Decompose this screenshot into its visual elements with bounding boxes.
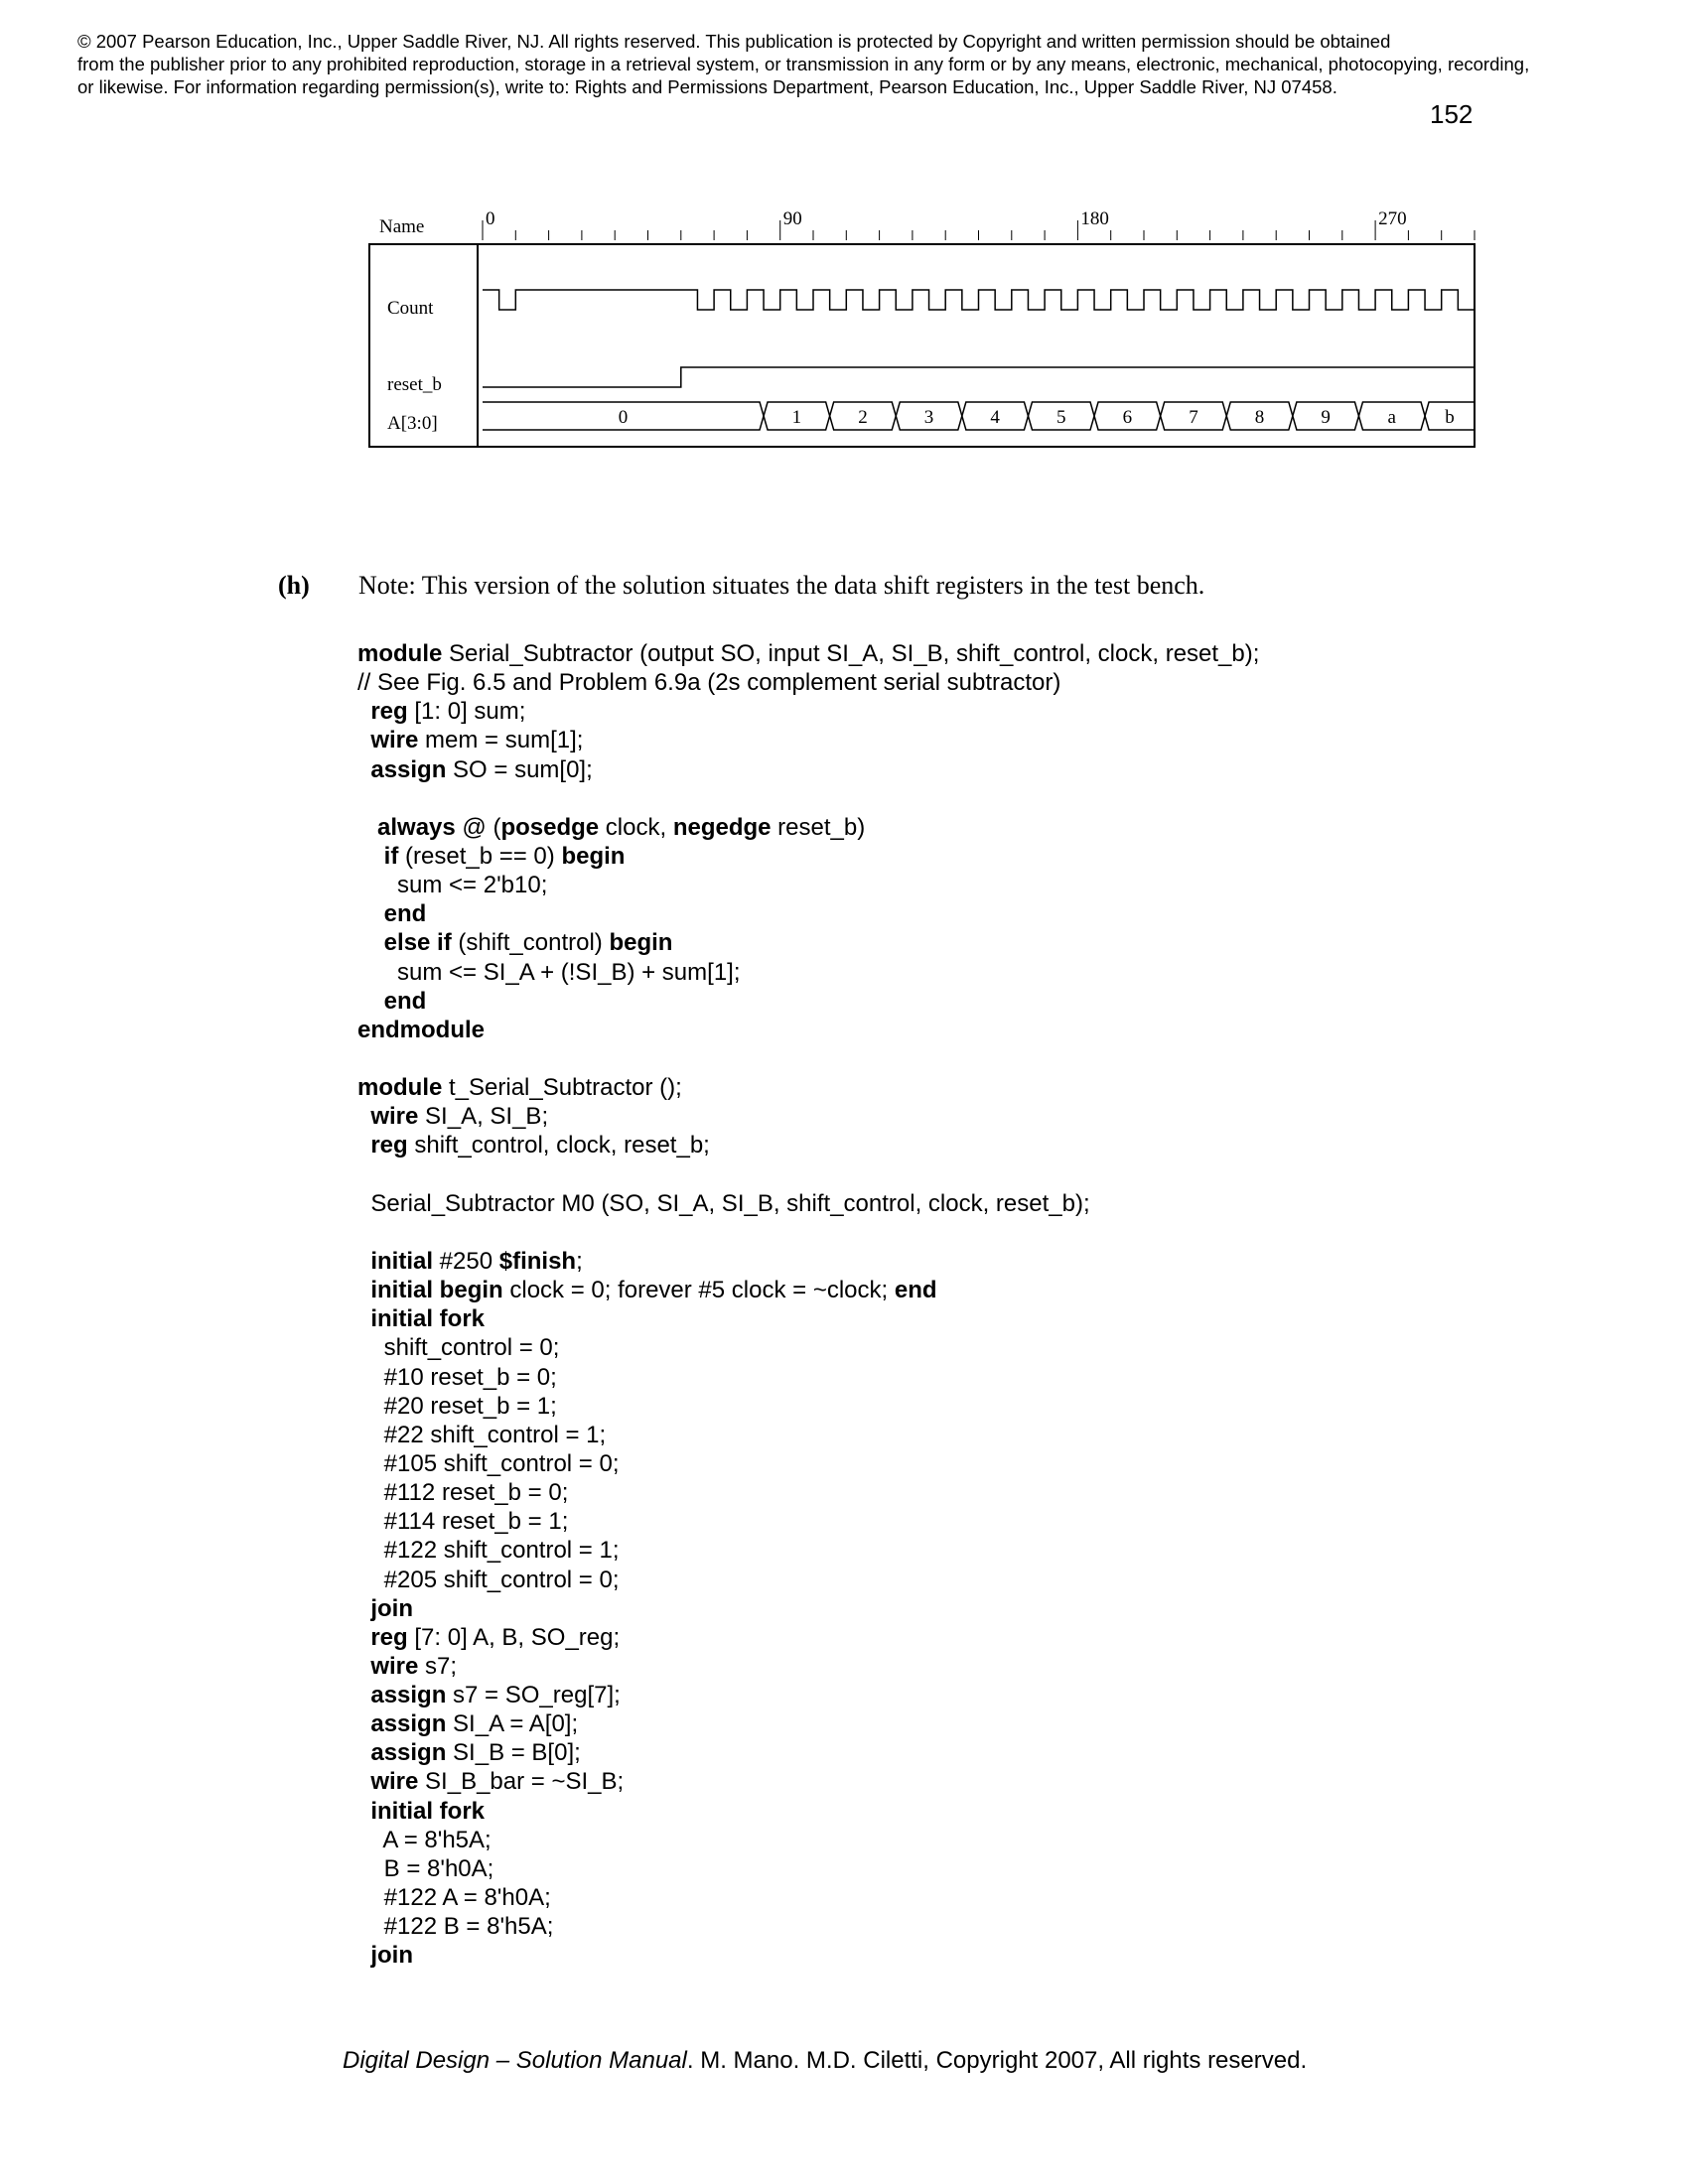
- code-text: [357, 988, 384, 1015]
- code-keyword: posedge: [500, 813, 600, 841]
- code-keyword: join: [370, 1594, 413, 1622]
- code-keyword: assign: [370, 1739, 447, 1767]
- code-line: [357, 1623, 1259, 1652]
- name-column-header: Name: [379, 216, 425, 237]
- code-text: SI_B = B[0];: [446, 1739, 581, 1767]
- code-line: [357, 1131, 1259, 1160]
- code-keyword: reg: [370, 1623, 408, 1651]
- code-line: [357, 1883, 1259, 1912]
- signal-name: A[3:0]: [387, 413, 438, 434]
- bus-value: a: [1387, 407, 1396, 428]
- bus-value: 7: [1189, 407, 1198, 428]
- bus-value: 9: [1321, 407, 1331, 428]
- code-keyword: assign: [370, 1682, 447, 1709]
- code-text: [357, 1305, 370, 1332]
- code-text: [357, 814, 377, 841]
- code-text: [357, 1710, 370, 1737]
- bus-value: 6: [1122, 407, 1133, 428]
- code-line: [357, 1797, 1259, 1826]
- code-line: [357, 987, 1259, 1016]
- bus-value: 1: [791, 407, 802, 428]
- code-keyword: initial: [370, 1247, 434, 1275]
- code-line: [357, 1709, 1259, 1738]
- code-keyword: initial fork: [370, 1305, 486, 1333]
- code-text: #114 reset_b = 1;: [357, 1508, 569, 1536]
- bus-value: 3: [923, 407, 934, 428]
- code-text: SI_B_bar = ~SI_B;: [418, 1768, 625, 1796]
- code-line: [357, 928, 1259, 957]
- code-text: shift_control = 0;: [357, 1334, 560, 1362]
- code-text: [357, 727, 370, 753]
- code-text: [357, 1277, 370, 1303]
- reset-waveform: [483, 367, 1475, 387]
- bus-value: 5: [1056, 407, 1066, 428]
- code-text: #122 shift_control = 1;: [357, 1537, 620, 1565]
- code-text: [357, 698, 370, 725]
- code-keyword: wire: [370, 1768, 419, 1796]
- code-line: [357, 1304, 1259, 1333]
- code-line: [357, 1478, 1259, 1507]
- code-text: #205 shift_control = 0;: [357, 1566, 620, 1593]
- code-line: [357, 697, 1259, 726]
- waveform-frame: [369, 244, 1475, 447]
- code-line: [357, 1738, 1259, 1767]
- code-line: [357, 1767, 1259, 1796]
- code-text: SI_A = A[0];: [446, 1710, 579, 1738]
- code-keyword: initial begin: [370, 1277, 503, 1304]
- signal-name: reset_b: [387, 374, 442, 395]
- code-keyword: reg: [370, 1132, 408, 1160]
- bus-value: 2: [858, 407, 868, 428]
- code-keyword: end: [383, 987, 427, 1015]
- code-text: [357, 1595, 370, 1622]
- code-line: [357, 1912, 1259, 1941]
- copyright-notice: [77, 30, 1626, 98]
- code-keyword: wire: [370, 1652, 419, 1680]
- code-line: [357, 1854, 1259, 1883]
- clock-waveform: [483, 290, 1475, 310]
- code-keyword: wire: [370, 727, 419, 754]
- code-line: [357, 1681, 1259, 1709]
- copyright-line: or likewise. For information regarding permission(s), write to: Rights and Permissions Department, Pearson Education, Inc., Upper Saddle River, NJ 07458.: [77, 76, 1337, 97]
- code-text: #22 shift_control = 1;: [357, 1421, 607, 1448]
- time-label: 90: [782, 208, 802, 229]
- code-line: [357, 1160, 1259, 1189]
- page-footer: [343, 2047, 1307, 2075]
- code-line: [357, 1102, 1259, 1131]
- code-text: sum <= 2'b10;: [357, 872, 548, 899]
- code-line: [357, 1941, 1259, 1970]
- bus-value: 4: [990, 407, 1000, 428]
- code-text: [357, 1132, 370, 1159]
- code-line: [357, 842, 1259, 871]
- code-keyword: wire: [370, 1103, 419, 1131]
- code-line: [357, 1652, 1259, 1681]
- time-label: 270: [1378, 208, 1407, 229]
- code-text: reset_b): [771, 813, 866, 841]
- time-label: 0: [486, 208, 495, 229]
- code-text: [357, 1103, 370, 1130]
- section-label: (h): [278, 571, 310, 600]
- code-keyword: module: [357, 640, 443, 667]
- code-keyword: else if: [383, 929, 452, 957]
- code-line: [357, 1594, 1259, 1623]
- code-line: [357, 1044, 1259, 1073]
- code-keyword: assign: [370, 755, 447, 783]
- code-text: [357, 1624, 370, 1651]
- code-keyword: begin: [561, 842, 626, 870]
- code-line: [357, 755, 1259, 784]
- bus-value: 0: [618, 407, 629, 428]
- code-line: [357, 639, 1259, 668]
- code-text: t_Serial_Subtractor ();: [442, 1074, 682, 1102]
- code-line: [357, 1536, 1259, 1565]
- code-text: SO = sum[0];: [446, 755, 593, 783]
- code-text: sum <= SI_A + (!SI_B) + sum[1];: [357, 958, 741, 986]
- code-line: [357, 899, 1259, 928]
- code-keyword: negedge: [672, 813, 772, 841]
- code-line: [357, 1363, 1259, 1392]
- code-keyword: initial fork: [370, 1797, 486, 1825]
- code-text: #122 A = 8'h0A;: [357, 1884, 551, 1912]
- code-line: [357, 1566, 1259, 1594]
- code-text: (shift_control): [451, 929, 610, 957]
- code-line: [357, 668, 1259, 697]
- footer-text: . M. Mano. M.D. Ciletti, Copyright 2007, All rights reserved.: [686, 2047, 1308, 2074]
- code-keyword: reg: [370, 698, 408, 726]
- code-keyword: endmodule: [357, 1016, 486, 1043]
- code-text: #122 B = 8'h5A;: [357, 1913, 554, 1941]
- code-keyword: always: [377, 813, 456, 841]
- code-keyword: $finish: [498, 1247, 577, 1275]
- code-text: // See Fig. 6.5 and Problem 6.9a (2s complement serial subtractor): [357, 669, 1061, 697]
- code-line: [357, 871, 1259, 899]
- code-line: [357, 1218, 1259, 1247]
- code-text: clock,: [599, 813, 673, 841]
- code-text: shift_control, clock, reset_b;: [407, 1132, 710, 1160]
- code-text: [357, 1248, 370, 1275]
- code-line: [357, 1189, 1259, 1218]
- code-text: Serial_Subtractor M0 (SO, SI_A, SI_B, shift_control, clock, reset_b);: [357, 1189, 1090, 1217]
- code-line: [357, 784, 1259, 813]
- code-text: [357, 756, 370, 783]
- code-text: [357, 1739, 370, 1766]
- code-line: [357, 1247, 1259, 1276]
- code-keyword: assign: [370, 1710, 447, 1738]
- code-text: Serial_Subtractor (output SO, input SI_A, SI_B, shift_control, clock, reset_b);: [442, 640, 1260, 667]
- code-text: clock = 0; forever #5 clock = ~clock;: [502, 1277, 895, 1304]
- code-text: [357, 1768, 370, 1795]
- code-text: #10 reset_b = 0;: [357, 1363, 557, 1391]
- code-line: [357, 1421, 1259, 1449]
- code-text: [357, 1798, 370, 1825]
- code-text: (reset_b == 0): [398, 842, 562, 870]
- code-text: s7 = SO_reg[7];: [446, 1682, 621, 1709]
- code-line: [357, 1016, 1259, 1044]
- code-line: [357, 726, 1259, 754]
- code-text: [357, 1653, 370, 1680]
- code-keyword: begin: [609, 929, 673, 957]
- code-line: [357, 1392, 1259, 1421]
- code-text: [357, 900, 384, 927]
- code-text: #20 reset_b = 1;: [357, 1392, 557, 1420]
- bus-value: b: [1445, 407, 1455, 428]
- code-line: [357, 1333, 1259, 1362]
- code-text: #105 shift_control = 0;: [357, 1449, 620, 1477]
- code-keyword: if: [383, 842, 399, 870]
- code-keyword: end: [894, 1277, 937, 1304]
- code-line: [357, 1826, 1259, 1854]
- footer-title: Digital Design – Solution Manual: [343, 2047, 687, 2074]
- code-line: [357, 958, 1259, 987]
- copyright-line: © 2007 Pearson Education, Inc., Upper Saddle River, NJ. All rights reserved. This publication is protected by Copyright and written permission should be obtained: [77, 31, 1391, 52]
- code-line: [357, 1449, 1259, 1478]
- code-text: SI_A, SI_B;: [418, 1103, 549, 1131]
- code-text: B = 8'h0A;: [357, 1854, 494, 1882]
- code-line: [357, 1507, 1259, 1536]
- code-line: [357, 1276, 1259, 1304]
- page-number: 152: [1430, 99, 1474, 129]
- time-label: 180: [1080, 208, 1109, 229]
- code-text: #250: [433, 1247, 499, 1275]
- code-text: [357, 1942, 370, 1969]
- code-keyword: join: [370, 1942, 413, 1970]
- bus-value: 8: [1254, 407, 1265, 428]
- code-text: mem = sum[1];: [418, 727, 584, 754]
- verilog-code-listing: [357, 639, 1259, 1970]
- code-text: [1: 0] sum;: [407, 698, 526, 726]
- code-text: [7: 0] A, B, SO_reg;: [407, 1623, 621, 1651]
- code-text: [357, 1682, 370, 1708]
- code-keyword: module: [357, 1074, 443, 1102]
- section-note: Note: This version of the solution situates the data shift registers in the test bench.: [358, 571, 1205, 600]
- code-text: A = 8'h5A;: [357, 1826, 492, 1853]
- waveform-diagram: [357, 199, 1499, 467]
- code-line: [357, 1073, 1259, 1102]
- copyright-line: from the publisher prior to any prohibited reproduction, storage in a retrieval system, or transmission in any form or by any means, electronic, mechanical, photocopying, recording,: [77, 54, 1530, 74]
- code-text: ;: [576, 1247, 583, 1275]
- code-text: [357, 929, 384, 956]
- code-text: #112 reset_b = 0;: [357, 1479, 569, 1507]
- code-keyword: end: [383, 900, 427, 928]
- code-line: [357, 813, 1259, 842]
- code-text: [357, 843, 384, 870]
- code-text: @ (: [455, 813, 501, 841]
- signal-name: Count: [387, 298, 434, 319]
- code-text: s7;: [418, 1652, 458, 1680]
